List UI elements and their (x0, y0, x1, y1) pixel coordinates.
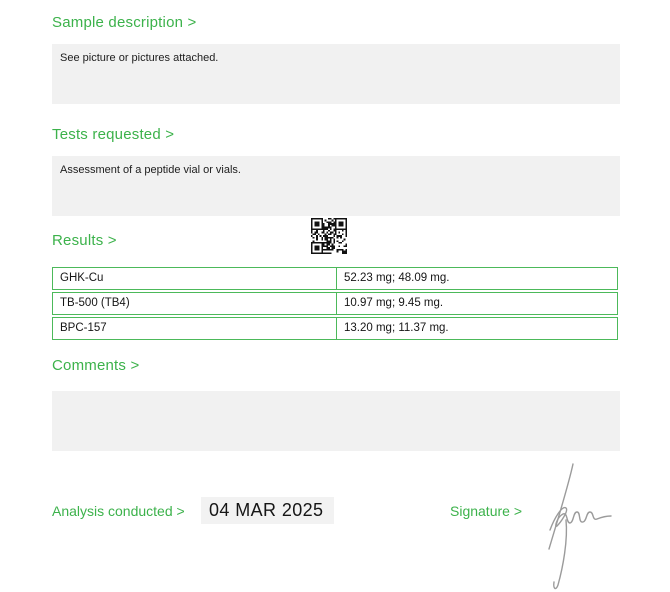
comments-heading: Comments > (52, 357, 140, 374)
qr-code-icon (310, 218, 348, 254)
tests-requested-field[interactable] (52, 156, 620, 216)
sample-description-heading: Sample description > (52, 14, 197, 31)
analysis-conducted-label: Analysis conducted > (52, 503, 185, 519)
table-row (52, 292, 618, 315)
result-value: 10.97 mg; 9.45 mg. (344, 297, 444, 309)
signature-label: Signature > (450, 503, 522, 519)
results-heading: Results > (52, 232, 117, 249)
sample-description-field[interactable] (52, 44, 620, 104)
table-row (52, 267, 618, 290)
result-name: TB-500 (TB4) (53, 293, 337, 314)
tests-requested-text: Assessment of a peptide vial or vials. (60, 164, 241, 176)
tests-requested-heading: Tests requested > (52, 126, 175, 143)
result-name: GHK-Cu (53, 268, 337, 289)
results-table (52, 267, 618, 342)
result-name: BPC-157 (53, 318, 337, 339)
comments-field[interactable] (52, 391, 620, 451)
result-value: 52.23 mg; 48.09 mg. (344, 272, 450, 284)
signature-image (540, 455, 620, 592)
analysis-date-field[interactable]: 04 MAR 2025 (201, 497, 334, 524)
sample-description-text: See picture or pictures attached. (60, 52, 219, 64)
result-value: 13.20 mg; 11.37 mg. (344, 322, 449, 334)
table-row (52, 317, 618, 340)
